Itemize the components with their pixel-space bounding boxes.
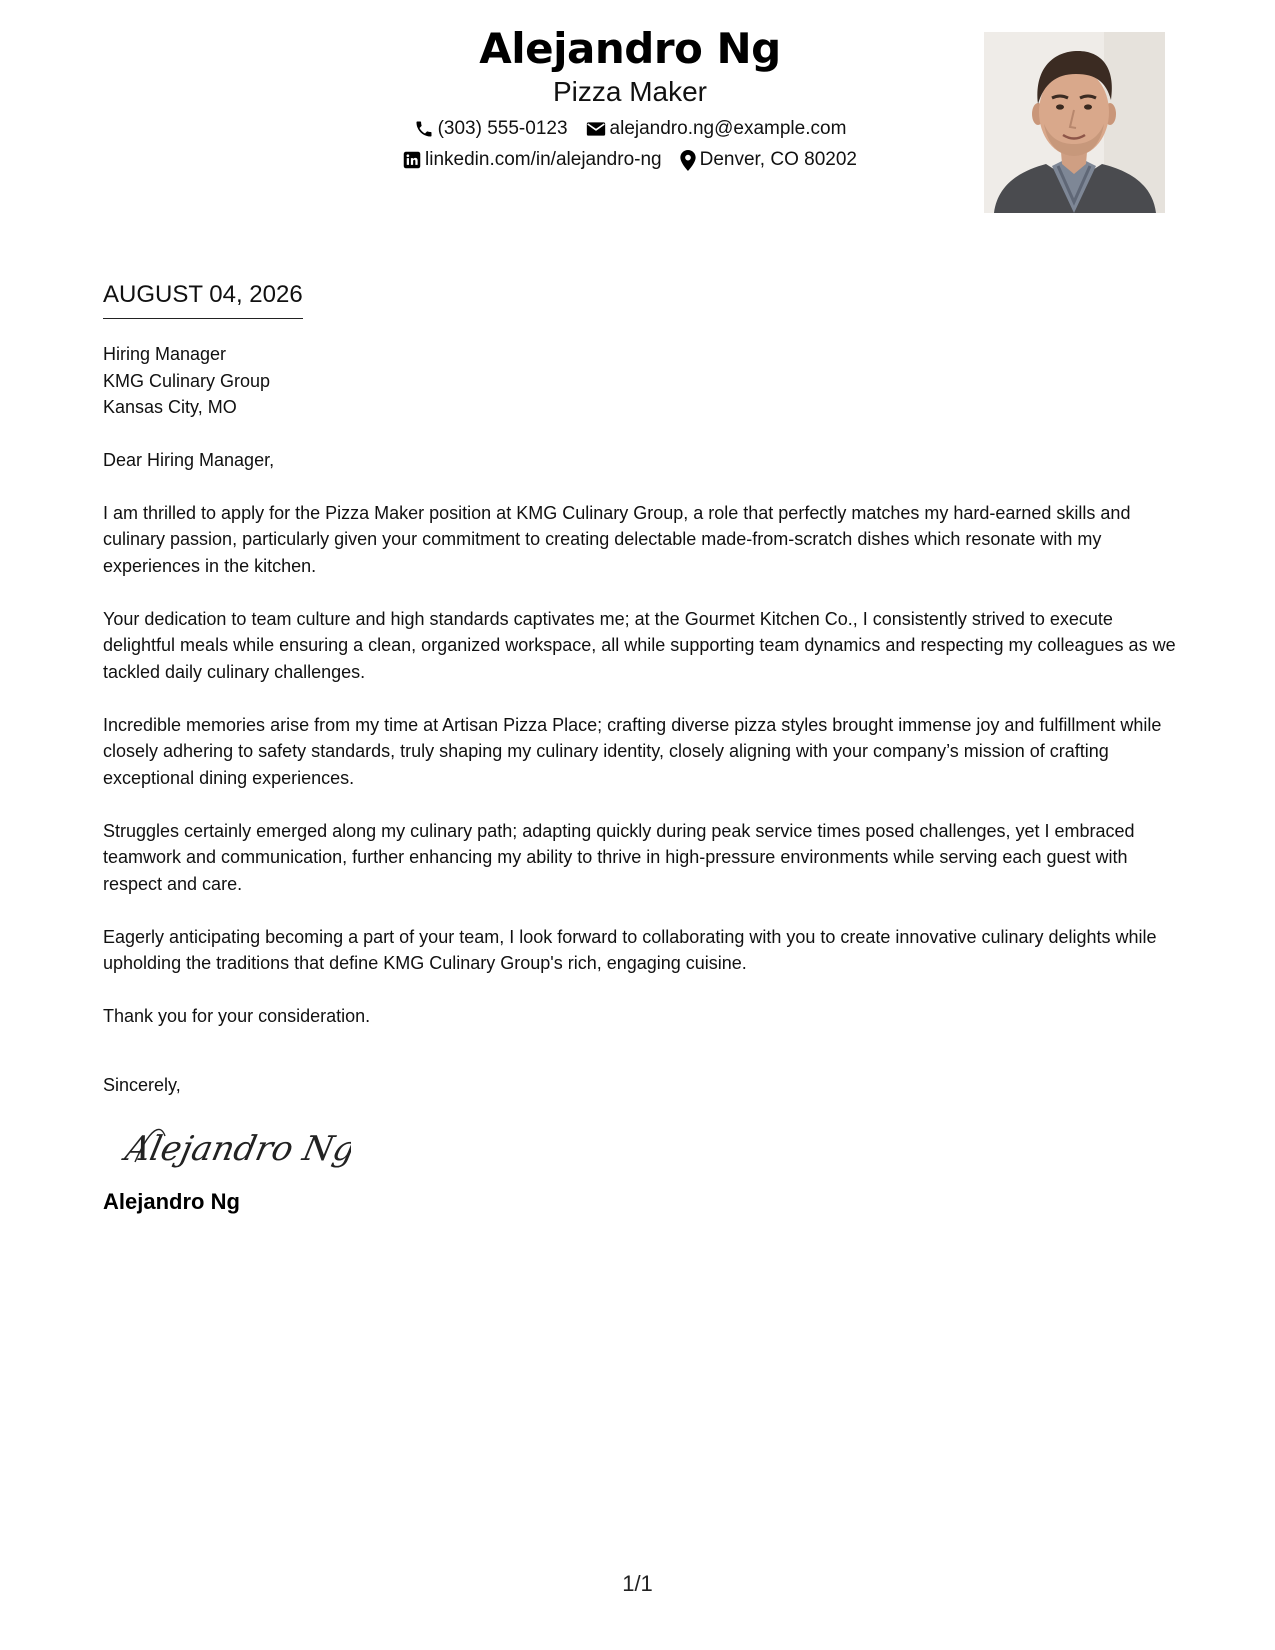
letter-header xyxy=(300,22,960,171)
phone-number: (303) 555-0123 xyxy=(437,118,568,139)
svg-text:Alejandro Ng: Alejandro Ng xyxy=(121,1129,351,1169)
contact-location xyxy=(680,149,857,171)
envelope-icon xyxy=(586,120,606,138)
phone-icon xyxy=(414,119,434,139)
body-paragraph: Eagerly anticipating becoming a part of your team, I look forward to collaborating with you to create innovative culinary delights while upholding the traditions that define KMG Culinary Group's rich, engaging cuisine. xyxy=(103,926,1157,973)
salutation: Dear Hiring Manager, xyxy=(103,449,275,470)
signer-name: Alejandro Ng xyxy=(103,1189,240,1214)
letter-date: AUGUST 04, 2026 xyxy=(103,280,303,319)
recipient-line: Kansas City, MO xyxy=(103,397,237,417)
applicant-name: Alejandro Ng xyxy=(479,24,781,73)
body-paragraph: Incredible memories arise from my time at Artisan Pizza Place; crafting diverse pizza styles brought immense joy and fulfillment while closely adhering to safety standards, truly shaping my culinary identity, closely aligning with your company’s mission of crafting exceptional dining experiences. xyxy=(103,714,1162,788)
contact-linkedin[interactable] xyxy=(403,149,662,171)
contact-email[interactable] xyxy=(586,118,847,140)
body-paragraph: Your dedication to team culture and high standards captivates me; at the Gourmet Kitchen Co., I consistently strived to execute delightful meals while ensuring a clean, organized workspace, all while supporting team dynamics and respecting my colleagues as we tackled daily culinary challenges. xyxy=(103,608,1176,682)
profile-photo xyxy=(984,32,1165,213)
contact-phone xyxy=(414,118,568,140)
body-paragraph: Struggles certainly emerged along my culinary path; adapting quickly during peak service times posed challenges, yet I embraced teamwork and communication, further enhancing my ability to thrive in high-pressure environments while serving each guest with respect and care. xyxy=(103,820,1135,894)
contact-row-1 xyxy=(300,118,960,140)
contact-row-2 xyxy=(300,149,960,171)
linkedin-icon xyxy=(403,151,421,169)
body-paragraph: I am thrilled to apply for the Pizza Maker position at KMG Culinary Group, a role that perfectly matches my hard-earned skills and culinary passion, particularly given your commitment to creating delectable made-from-scratch dishes which resonate with my experiences in the kitchen. xyxy=(103,502,1131,576)
date-section xyxy=(103,280,303,319)
closing-line: Sincerely, xyxy=(103,1074,181,1095)
email-address[interactable]: alejandro.ng@example.com xyxy=(609,118,847,139)
handwritten-signature xyxy=(121,1116,1178,1180)
map-pin-icon xyxy=(680,150,696,171)
linkedin-url[interactable]: linkedin.com/in/alejandro-ng xyxy=(425,149,662,170)
recipient-line: KMG Culinary Group xyxy=(103,370,271,391)
page-number: 1/1 xyxy=(622,1571,653,1596)
letter-body xyxy=(103,341,1178,1216)
thanks-line: Thank you for your consideration. xyxy=(103,1006,371,1026)
location-text: Denver, CO 80202 xyxy=(699,149,857,170)
recipient-line: Hiring Manager xyxy=(103,344,227,364)
applicant-title: Pizza Maker xyxy=(552,76,708,107)
recipient-block xyxy=(103,341,1178,421)
